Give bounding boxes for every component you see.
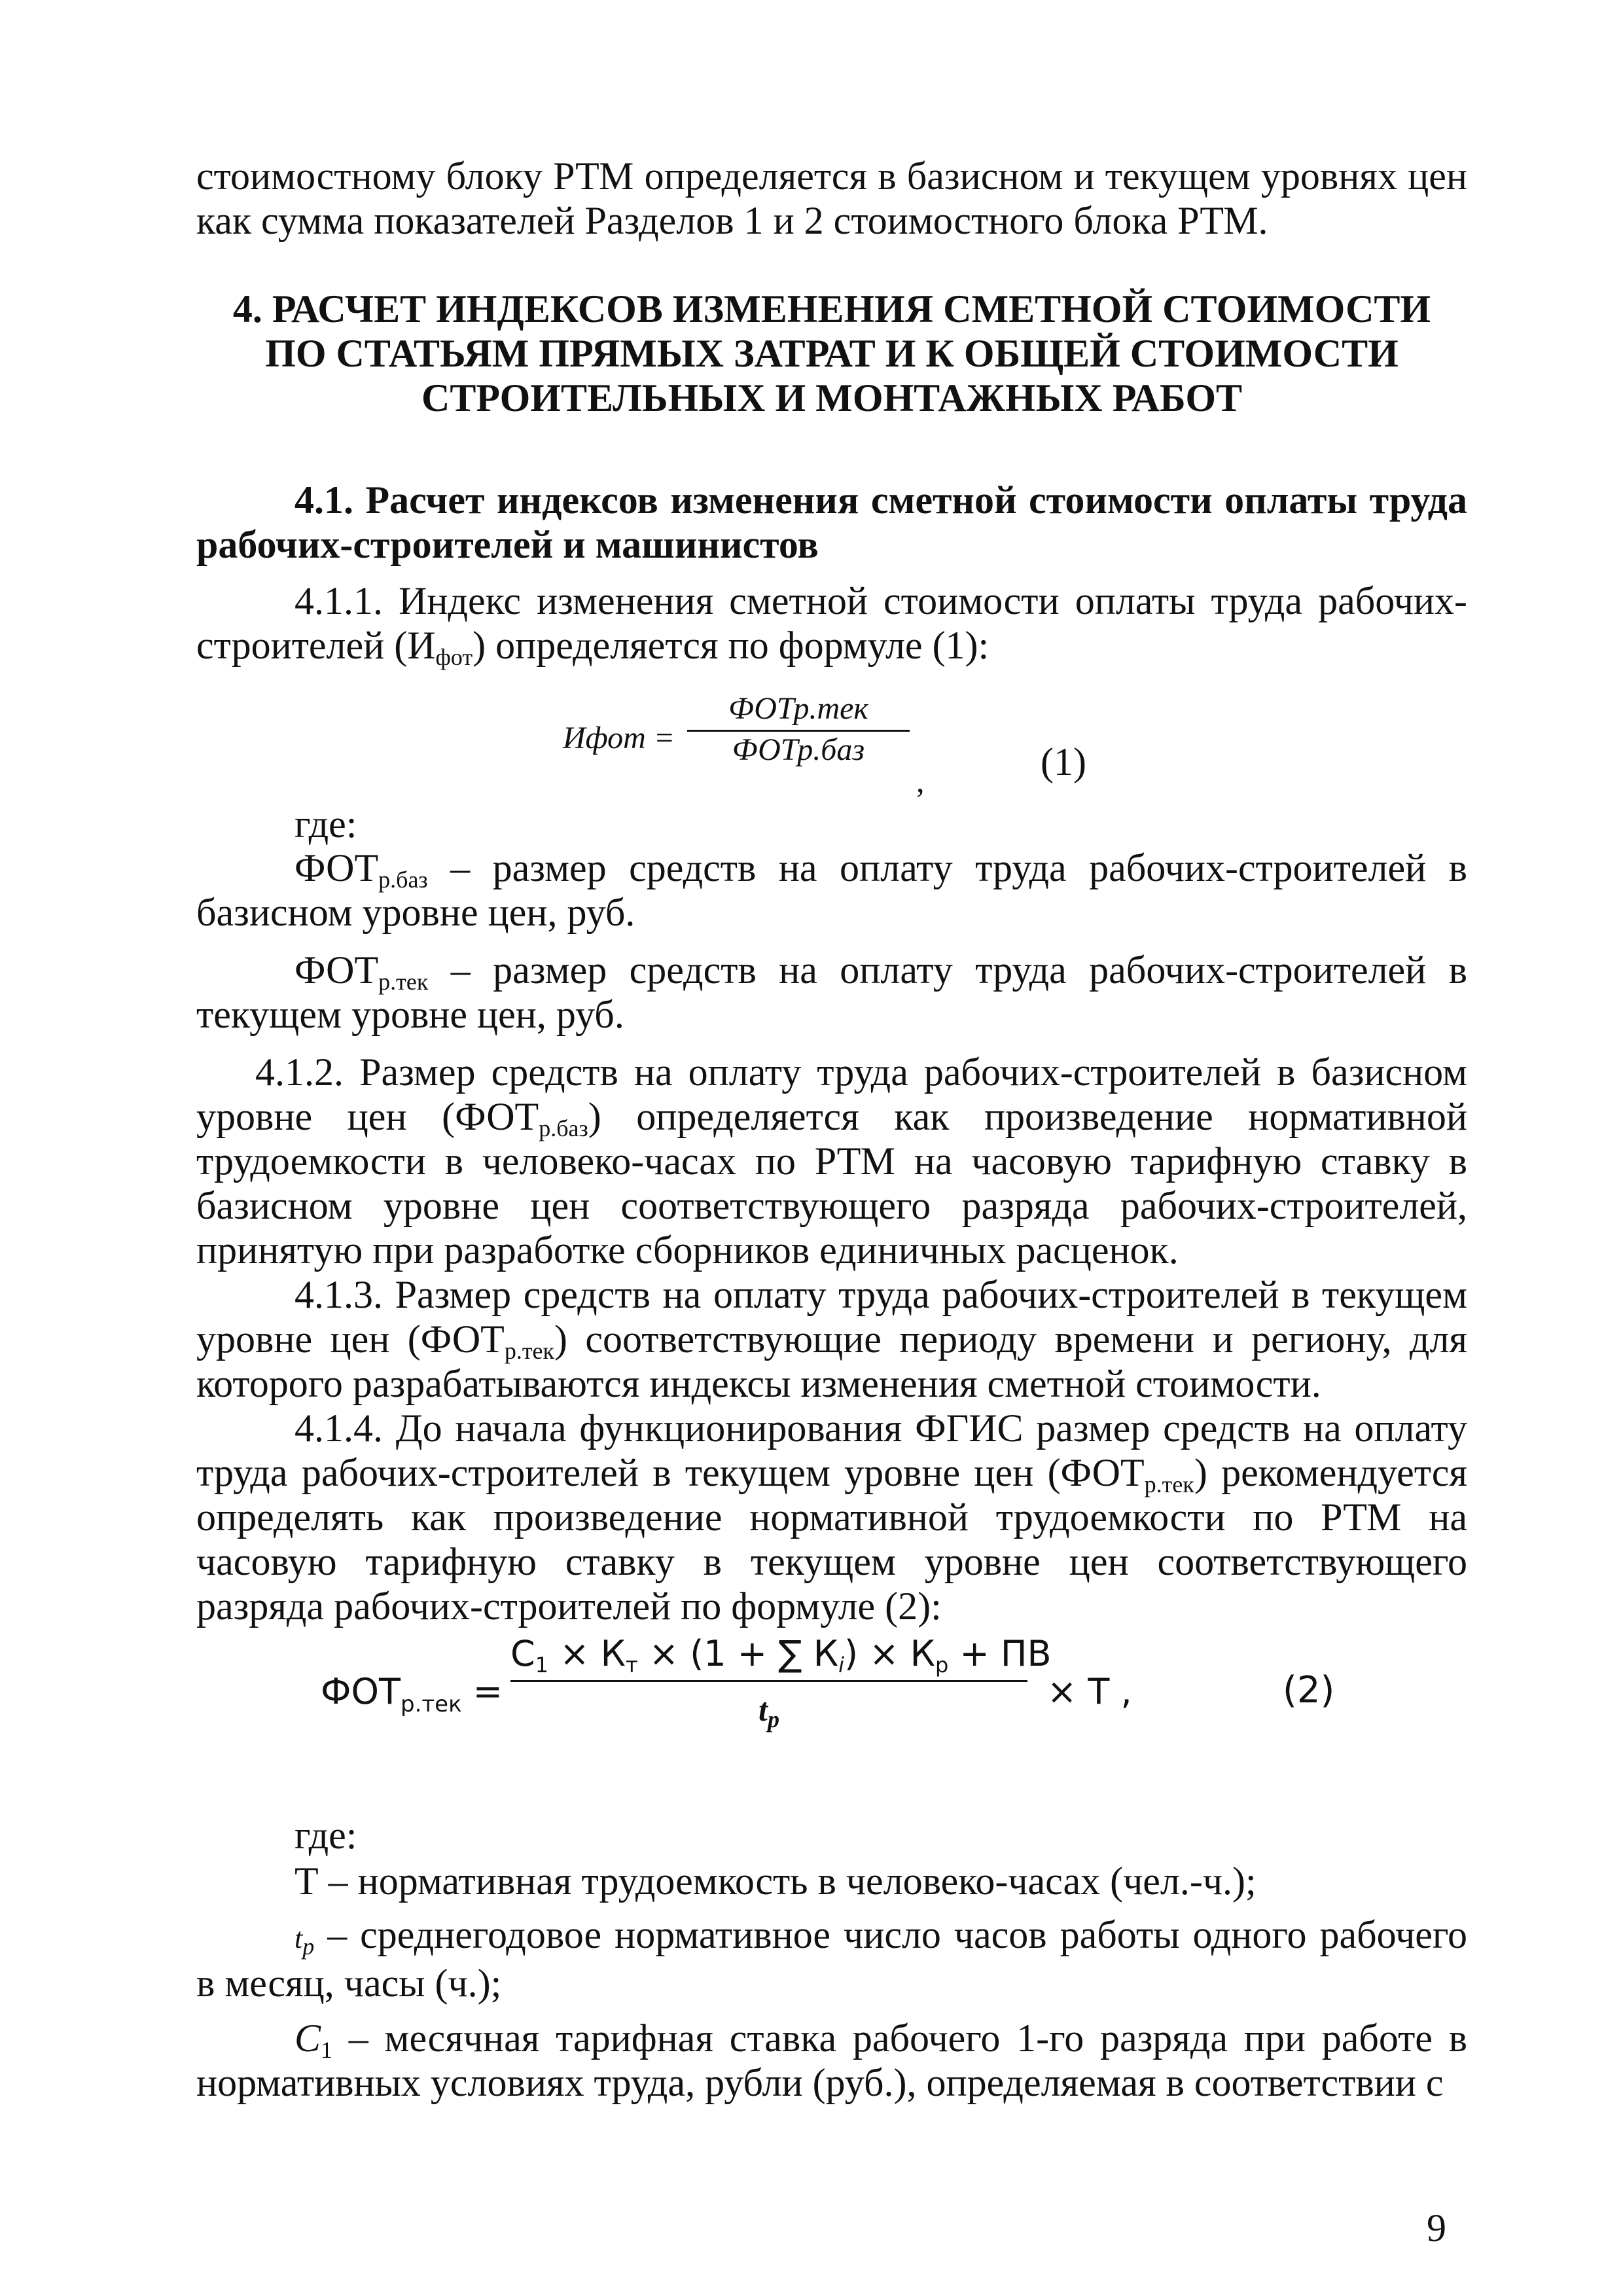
paragraph-4-1-4-subscript: р.тек bbox=[1144, 1471, 1194, 1498]
definition-c1-text: – месячная тарифная ставка рабочего 1-го разряда при работе в нормативных условиях труда, рубли (руб.), определяемая в соответствии с bbox=[196, 2017, 1467, 2104]
formula-2-lhs-subscript: р.тек bbox=[400, 1691, 462, 1717]
paragraph-4-1-4-text-end: ) рекомендуется определять как произведение нормативной трудоемкости по РТМ на часовую тарифную ставку в текущем уровне цен соответствующего разряда рабочих-строителей по формуле (2): bbox=[196, 1451, 1467, 1628]
formula-1-number: (1) bbox=[1041, 740, 1086, 783]
paragraph-4-1-4 bbox=[196, 1406, 1467, 1628]
formula-2-c-subscript: 1 bbox=[535, 1653, 549, 1677]
formula-2-number: (2) bbox=[1283, 1669, 1335, 1712]
paragraph-4-1-1-subscript: фот bbox=[435, 644, 473, 670]
formula-2-tail: × Т , bbox=[1047, 1671, 1132, 1712]
paragraph-4-1-1-text: 4.1.1. Индекс изменения сметной стоимости оплаты труда рабочих-строителей (И bbox=[196, 579, 1467, 667]
formula-2-numerator bbox=[510, 1633, 1052, 1680]
formula-2-kp-subscript: р bbox=[935, 1653, 949, 1677]
formula-1-numerator: ФОТр.тек bbox=[728, 691, 868, 726]
formula-2-kt-subscript: т bbox=[626, 1653, 638, 1677]
formula-2-times-k: × К bbox=[548, 1633, 626, 1674]
formula-2-ki-subscript: i bbox=[838, 1653, 844, 1677]
paragraph-4-1-2-subscript: р.баз bbox=[539, 1115, 588, 1141]
formula-2-times-kp: ) × К bbox=[844, 1633, 935, 1674]
paragraph-4-1-3 bbox=[196, 1272, 1467, 1406]
where-label-1: где: bbox=[294, 802, 357, 846]
definition-c1-subscript: 1 bbox=[321, 2037, 333, 2063]
paragraph-4-1-3-subscript: р.тек bbox=[504, 1338, 555, 1364]
formula-1-comma: , bbox=[916, 762, 925, 799]
definition-c1-symbol: C bbox=[294, 2017, 321, 2060]
definition-tp-subscript: p bbox=[302, 1933, 315, 1960]
definition-fot-base-symbol: ФОТ bbox=[294, 846, 379, 889]
formula-1-denominator: ФОТр.баз bbox=[687, 730, 910, 771]
definition-tp-symbol: t bbox=[294, 1922, 303, 1954]
formula-2-fraction bbox=[510, 1633, 1052, 1741]
paragraph-4-1-3-text-end: ) соответствующие периоду времени и региону, для которого разрабатываются индексы изменения сметной стоимости. bbox=[196, 1318, 1468, 1405]
definition-fot-base-subscript: р.баз bbox=[378, 867, 428, 893]
formula-2-equals: = bbox=[461, 1671, 503, 1712]
formula-2-den-subscript: p bbox=[767, 1706, 779, 1732]
definition-tp bbox=[196, 1912, 1467, 2005]
definition-fot-current-subscript: р.тек bbox=[378, 969, 429, 995]
formula-1-lhs: Ифот = bbox=[563, 721, 675, 755]
formula-1-fraction bbox=[687, 691, 910, 771]
definition-t: Т – нормативная трудоемкость в человеко-часах (чел.-ч.); bbox=[294, 1859, 1257, 1903]
paragraph-4-1-2-text-end: ) определяется как произведение нормативной трудоемкости в человеко-часах по РТМ на часовую тарифную ставку в базисном уровне цен соответствующего разряда рабочих-строителей, принятую при разработке сборников единичных расценок. bbox=[196, 1095, 1467, 1272]
definition-c1 bbox=[196, 2016, 1467, 2105]
paragraph-4-1-2 bbox=[196, 1050, 1467, 1272]
formula-2-den-symbol: t bbox=[758, 1691, 768, 1728]
definition-fot-current-text: – размер средств на оплату труда рабочих-строителей в текущем уровне цен, руб. bbox=[196, 948, 1467, 1036]
formula-2-c: С bbox=[510, 1633, 535, 1674]
section-title-line-2: ПО СТАТЬЯМ ПРЯМЫХ ЗАТРАТ И К ОБЩЕЙ СТОИМОСТИ bbox=[265, 332, 1399, 375]
paragraph-4-1-2-text: 4.1.2. Размер средств на оплату труда рабочих-строителей в базисном уровне цен (ФОТ bbox=[196, 1050, 1467, 1138]
definition-fot-base bbox=[196, 846, 1467, 935]
definition-tp-text: – среднегодовое нормативное число часов работы одного рабочего в месяц, часы (ч.); bbox=[196, 1913, 1467, 2005]
definition-fot-current-symbol: ФОТ bbox=[294, 948, 379, 992]
formula-2-lhs-symbol: ФОТ bbox=[321, 1671, 401, 1712]
paragraph-4-1-3-text: 4.1.3. Размер средств на оплату труда рабочих-строителей в текущем уровне цен (ФОТ bbox=[196, 1273, 1467, 1361]
section-title-line-1: 4. РАСЧЕТ ИНДЕКСОВ ИЗМЕНЕНИЯ СМЕТНОЙ СТОИМОСТИ bbox=[232, 287, 1431, 331]
where-label-2: где: bbox=[294, 1814, 357, 1857]
section-title-line-3: СТРОИТЕЛЬНЫХ И МОНТАЖНЫХ РАБОТ bbox=[421, 376, 1243, 420]
formula-2-pv: + ПВ bbox=[948, 1633, 1052, 1674]
definition-fot-base-text: – размер средств на оплату труда рабочих-строителей в базисном уровне цен, руб. bbox=[196, 846, 1467, 934]
intro-paragraph: стоимостному блоку РТМ определяется в базисном и текущем уровнях цен как сумма показателей Разделов 1 и 2 стоимостного блока РТМ. bbox=[196, 154, 1467, 242]
page-number: 9 bbox=[1427, 2206, 1446, 2250]
paragraph-4-1-4-text: 4.1.4. До начала функционирования ФГИС размер средств на оплату труда рабочих-строителей в текущем уровне цен (ФОТ bbox=[196, 1407, 1467, 1494]
formula-2-denominator bbox=[510, 1680, 1027, 1741]
formula-2-lhs bbox=[321, 1671, 503, 1717]
paragraph-4-1-1 bbox=[196, 579, 1467, 668]
formula-2-sum: × (1 + ∑ К bbox=[637, 1633, 839, 1674]
definition-fot-current bbox=[196, 948, 1467, 1037]
subsection-title: 4.1. Расчет индексов изменения сметной стоимости оплаты труда рабочих-строителей и машинистов bbox=[196, 478, 1467, 566]
paragraph-4-1-1-text-end: ) определяется по формуле (1): bbox=[473, 624, 990, 667]
